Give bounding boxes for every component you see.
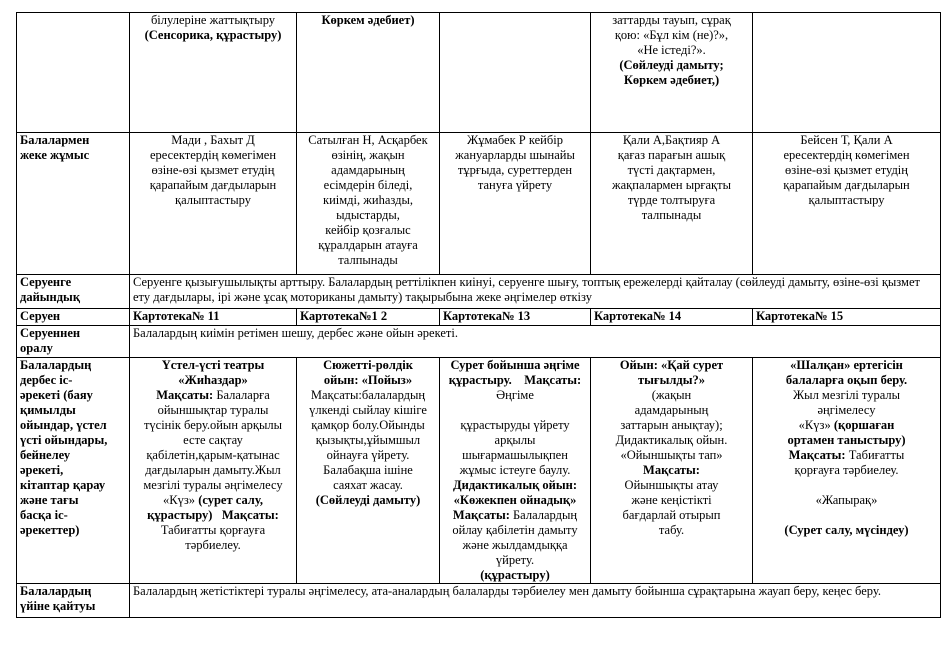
cell-label-empty — [17, 13, 130, 133]
row-continuation — [17, 13, 941, 133]
label-going-home: Балалардың үйіне қайтуы — [17, 584, 130, 618]
label-walk: Серуен — [17, 309, 130, 326]
individual-cell-5: Бейсен Т, Қали А ересектердің көмегімен өзіне-өзі қызмет етудің қарапайым дағдыларын қалыптастыру — [753, 133, 941, 275]
activity-story-from-picture: Сурет бойынша әңгіме құрастыру. Мақсаты: Әңгіме құрастыруды үйрету арқылы шығармашылықпен жұмыс істеуге баулу. Дидактикалық ойын: «Көжекпен ойнадық» Мақсаты: Балалардың ойлау қабілетін дамыту және жылдамдыққа үйрету. (құрастыру) — [440, 358, 591, 584]
cell-r1-c5: заттарды тауып, сұрақ қою: «Бұл кім (не)?», «Не істеді?». (Сөйлеуді дамыту; Көркем әдебиет,) — [591, 13, 753, 133]
walk-card-3: Картотека№ 13 — [440, 309, 591, 326]
row-walk-return — [17, 326, 941, 358]
activity-turnip-fairy-tale: «Шалқан» ертегісін балаларға оқып беру. Жыл мезгілі туралы әңгімелесу «Күз» (қоршаған ортамен таныстыру) Мақсаты: Табиғатты қорғауға тәрбиелеу. «Жапырақ» (Сурет салу, мүсіндеу) — [753, 358, 941, 584]
individual-cell-3: Жұмабек Р кейбір жануарларды шынайы тұрғыда, суреттерден тануға үйрету — [440, 133, 591, 275]
walk-card-1: Картотека№ 11 — [130, 309, 297, 326]
walk-return-text: Балалардың киімін ретімен шешу, дербес және ойын әрекеті. — [130, 326, 941, 358]
cell-r1-c6 — [753, 13, 941, 133]
individual-cell-2: Сатылған Н, Асқарбек өзінің, жақын адамдарының есімдерін біледі, киімді, жиһазды, ыдыстарды, кейбір қозғалыс құралдарын атауға талпынады — [297, 133, 440, 275]
cell-r1-c4 — [440, 13, 591, 133]
individual-cell-4: Қали А,Бақтияр А қағаз парағын ашық түсті дақтармен, жақпалармен ырғақты түрде толтыруға талпынады — [591, 133, 753, 275]
row-going-home — [17, 584, 941, 618]
walk-prep-text: Серуенге қызығушылықты арттыру. Балалардың реттілікпен киінуі, серуенге шығу, топтық ережелерді қайталау (сөйлеуді дамыту, өзіне-өзі қызмет ету дағдылары, ірі және ұсақ моториканы дамыту) тақырыбына жеке әңгімелер өткізу — [130, 275, 941, 309]
row-walk-prep — [17, 275, 941, 309]
row-walk — [17, 309, 941, 326]
activity-table-theatre: Үстел-үсті театры «Жиһаздар» Мақсаты: Балаларға ойыншықтар туралы түсінік беру.ойын арқылы есте сақтау қабілетін,қарым-қатынас дағдыларын дамыту.Жыл мезгілі туралы әңгімелесу «Күз» (сурет салу, құрастыру) Мақсаты: Табиғатты қорғауға тәрбиелеу. — [130, 358, 297, 584]
label-walk-prep: Серуенге дайындық — [17, 275, 130, 309]
individual-cell-1: Мади , Бахыт Д ересектердің көмегімен өзіне-өзі қызмет етудің қарапайым дағдыларын қалыптастыру — [130, 133, 297, 275]
walk-card-5: Картотека№ 15 — [753, 309, 941, 326]
walk-card-4: Картотека№ 14 — [591, 309, 753, 326]
row-independent-activity — [17, 358, 941, 584]
row-individual-work — [17, 133, 941, 275]
going-home-text: Балалардың жетістіктері туралы әңгімелесу, ата-аналардың балаларды тәрбиелеу мен дамыту бойынша сұрақтарына жауап беру, кеңес беру. — [130, 584, 941, 618]
cell-r1-c3: Көркем әдебиет) — [297, 13, 440, 133]
label-walk-return: Серуеннен оралу — [17, 326, 130, 358]
daily-plan-table — [16, 12, 941, 618]
cell-r1-c2: білулеріне жаттықтыру (Сенсорика, құрастыру) — [130, 13, 297, 133]
walk-card-2: Картотека№1 2 — [297, 309, 440, 326]
label-individual-work: Балалармен жеке жұмыс — [17, 133, 130, 275]
activity-role-play-train: Сюжетті-рөлдік ойын: «Пойыз» Мақсаты:балалардың үлкенді сыйлау кішіге қамқор болу.Ойынды қызықты,ұйымшыл ойнауға үйрету. Балабақша ішіне саяхат жасау. (Сөйлеуді дамыту) — [297, 358, 440, 584]
activity-hidden-picture-game: Ойын: «Қай сурет тығылды?» (жақын адамдарының заттарын анықтау); Дидактикалық ойын. «Ойыншықты тап» Мақсаты: Ойыншықты атау және кеңістікті бағдарлай отырып табу. — [591, 358, 753, 584]
label-independent-activity: Балалардың дербес іс- әрекеті (баяу қимылды ойындар, үстел үсті ойындары, бейнелеу әрекеті, кітаптар қарау және тағы басқа іс- әрекеттер) — [17, 358, 130, 584]
